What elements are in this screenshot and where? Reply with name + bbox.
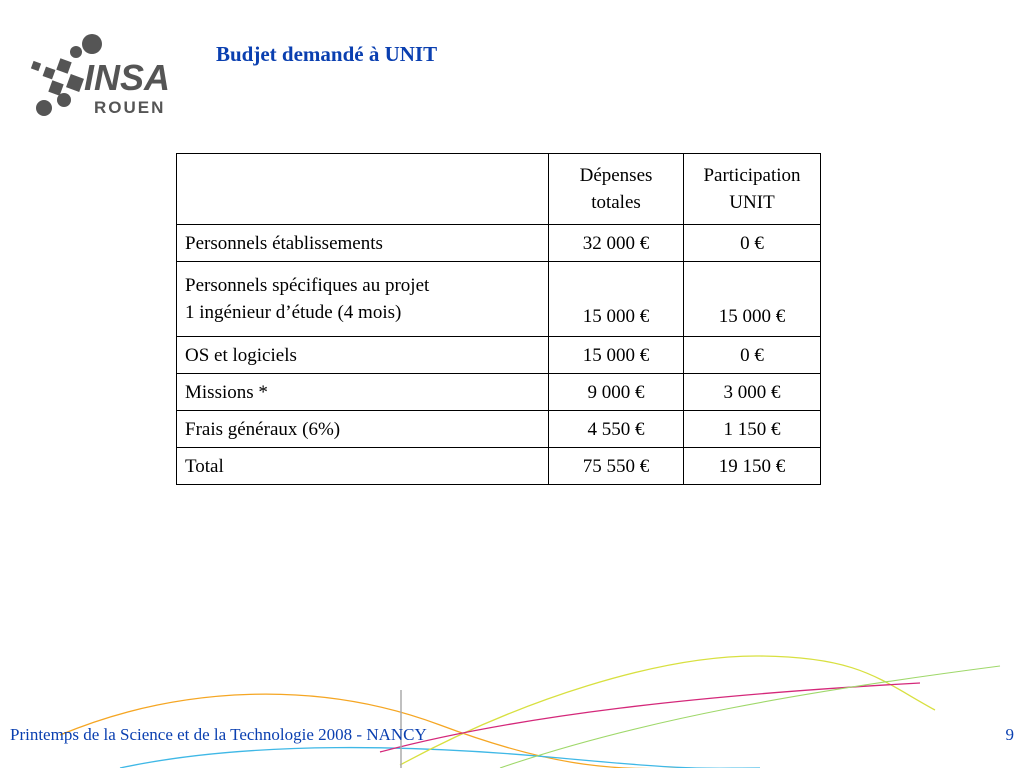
table-row (177, 411, 821, 448)
wave-magenta (380, 683, 920, 752)
wave-blue (120, 748, 760, 768)
logo-sub-text: ROUEN (94, 98, 166, 117)
row-label: Missions * (177, 374, 549, 411)
table-row (177, 337, 821, 374)
row-label: Personnels établissements (177, 225, 549, 262)
row-depenses: 9 000 € (549, 374, 684, 411)
row-depenses: 32 000 € (549, 225, 684, 262)
header-depenses-line1: Dépenses (579, 165, 653, 186)
table-row (177, 262, 821, 337)
wave-green (500, 666, 1000, 768)
table-total-row (177, 448, 821, 485)
row-participation: 1 150 € (684, 411, 821, 448)
row-participation: 15 000 € (684, 262, 821, 337)
slide-title: Budjet demandé à UNIT (216, 42, 438, 66)
footer-text: Printemps de la Science et de la Technologie 2008 - NANCY (10, 725, 427, 744)
row-participation: 19 150 € (684, 448, 821, 485)
row-participation: 0 € (684, 225, 821, 262)
row-depenses: 15 000 € (549, 337, 684, 374)
row-label-line2: 1 ingénieur d’étude (4 mois) (185, 302, 402, 323)
row-depenses: 4 550 € (549, 411, 684, 448)
header-depenses (549, 154, 684, 225)
logo-main-text: INSA (84, 57, 171, 98)
row-label: Total (177, 448, 549, 485)
table-row (177, 225, 821, 262)
row-participation: 0 € (684, 337, 821, 374)
row-label: Frais généraux (6%) (177, 411, 549, 448)
row-depenses: 15 000 € (549, 262, 684, 337)
wave-yellow (400, 656, 935, 765)
insa-rouen-logo (22, 30, 194, 122)
page-number: 9 (1005, 725, 1014, 744)
header-participation-line1: Participation (703, 165, 801, 186)
row-participation: 3 000 € (684, 374, 821, 411)
table-row (177, 374, 821, 411)
header-empty-cell (177, 154, 549, 225)
header-depenses-line2: totales (591, 192, 641, 213)
row-label: OS et logiciels (177, 337, 549, 374)
budget-table (176, 153, 821, 485)
row-label-line1: Personnels spécifiques au projet (185, 275, 430, 296)
row-depenses: 75 550 € (549, 448, 684, 485)
decorative-waves (0, 640, 1024, 768)
row-label (177, 262, 549, 337)
header-participation-line2: UNIT (729, 192, 775, 213)
insa-logo-graphic (22, 30, 194, 122)
header-participation (684, 154, 821, 225)
table-header-row (177, 154, 821, 225)
